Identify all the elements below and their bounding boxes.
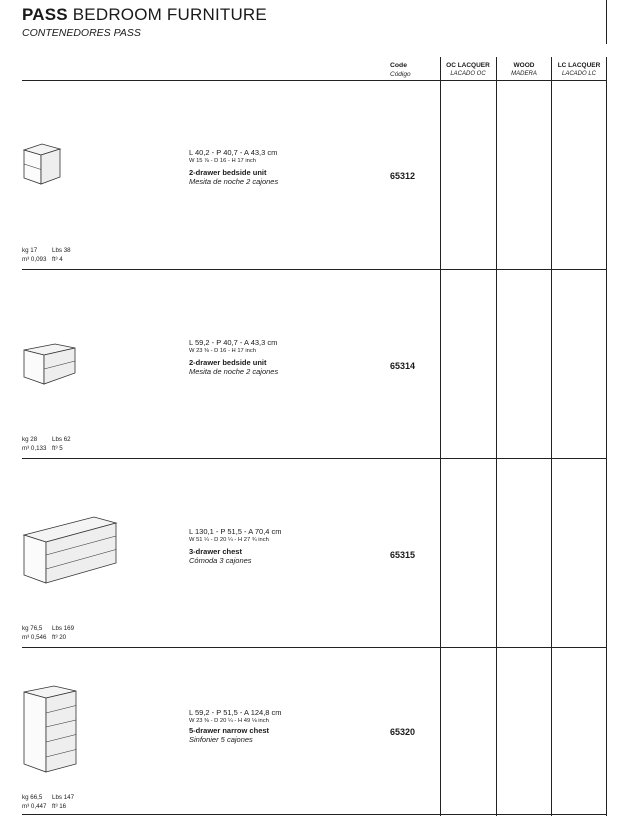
product-row [0,648,640,837]
wood-column-header: WOOD MADERA [511,62,537,77]
narrow-chest-icon [22,684,78,774]
dimensions-cm: L 40,2 - P 40,7 - A 43,3 cm [189,148,278,157]
page-title: PASS BEDROOM FURNITURE [22,5,267,24]
product-name-es: Sinfonier 5 cajones [189,735,253,744]
oc-lacquer-column-header: OC LACQUER LACADO OC [446,62,490,77]
product-code: 65312 [390,171,416,181]
product-name-en: 3-drawer chest [189,547,242,556]
dimensions-inch: W 23 ⅜ - D 20 ¼ - H 49 ⅛ inch [189,718,269,724]
product-name-es: Mesita de noche 2 cajones [189,177,279,186]
weight-volume: kg 28 Lbs 62 m³ 0,133 ft³ 5 [22,436,71,452]
product-name-es: Mesita de noche 2 cajones [189,367,279,376]
bedside-unit-icon [22,142,62,187]
product-row [0,81,640,270]
product-name-en: 2-drawer bedside unit [189,168,267,177]
product-row [0,270,640,459]
dimensions-inch: W 15 ⅞ - D 16 - H 17 inch [189,158,257,164]
dimensions-cm: L 59,2 - P 51,5 - A 124,8 cm [189,708,282,717]
code-column-header: Code Código [390,62,411,78]
lc-lacquer-column-header: LC LACQUER LACADO LC [557,62,601,77]
weight-volume: kg 66,5 Lbs 147 m³ 0,447 ft³ 16 [22,794,75,810]
dimensions-inch: W 23 ⅜ - D 16 - H 17 inch [189,348,257,354]
product-code: 65315 [390,550,416,560]
chest-of-drawers-icon [22,515,118,585]
dimensions-cm: L 59,2 - P 40,7 - A 43,3 cm [189,338,278,347]
dimensions-inch: W 51 ¼ - D 20 ¼ - H 27 ¾ inch [189,537,269,543]
product-code: 65320 [390,727,416,737]
product-row [0,459,640,648]
product-name-en: 5-drawer narrow chest [189,726,270,735]
product-code: 65314 [390,361,416,371]
product-name-es: Cómoda 3 cajones [189,556,252,565]
title-divider [606,0,607,44]
dimensions-cm: L 130,1 - P 51,5 - A 70,4 cm [189,527,282,536]
wide-bedside-unit-icon [22,342,78,386]
weight-volume: kg 17 Lbs 38 m³ 0,093 ft³ 4 [22,247,71,263]
product-name-en: 2-drawer bedside unit [189,358,267,367]
page-subtitle: CONTENEDORES PASS [22,27,141,39]
weight-volume: kg 76,5 Lbs 169 m³ 0,546 ft³ 20 [22,625,75,641]
